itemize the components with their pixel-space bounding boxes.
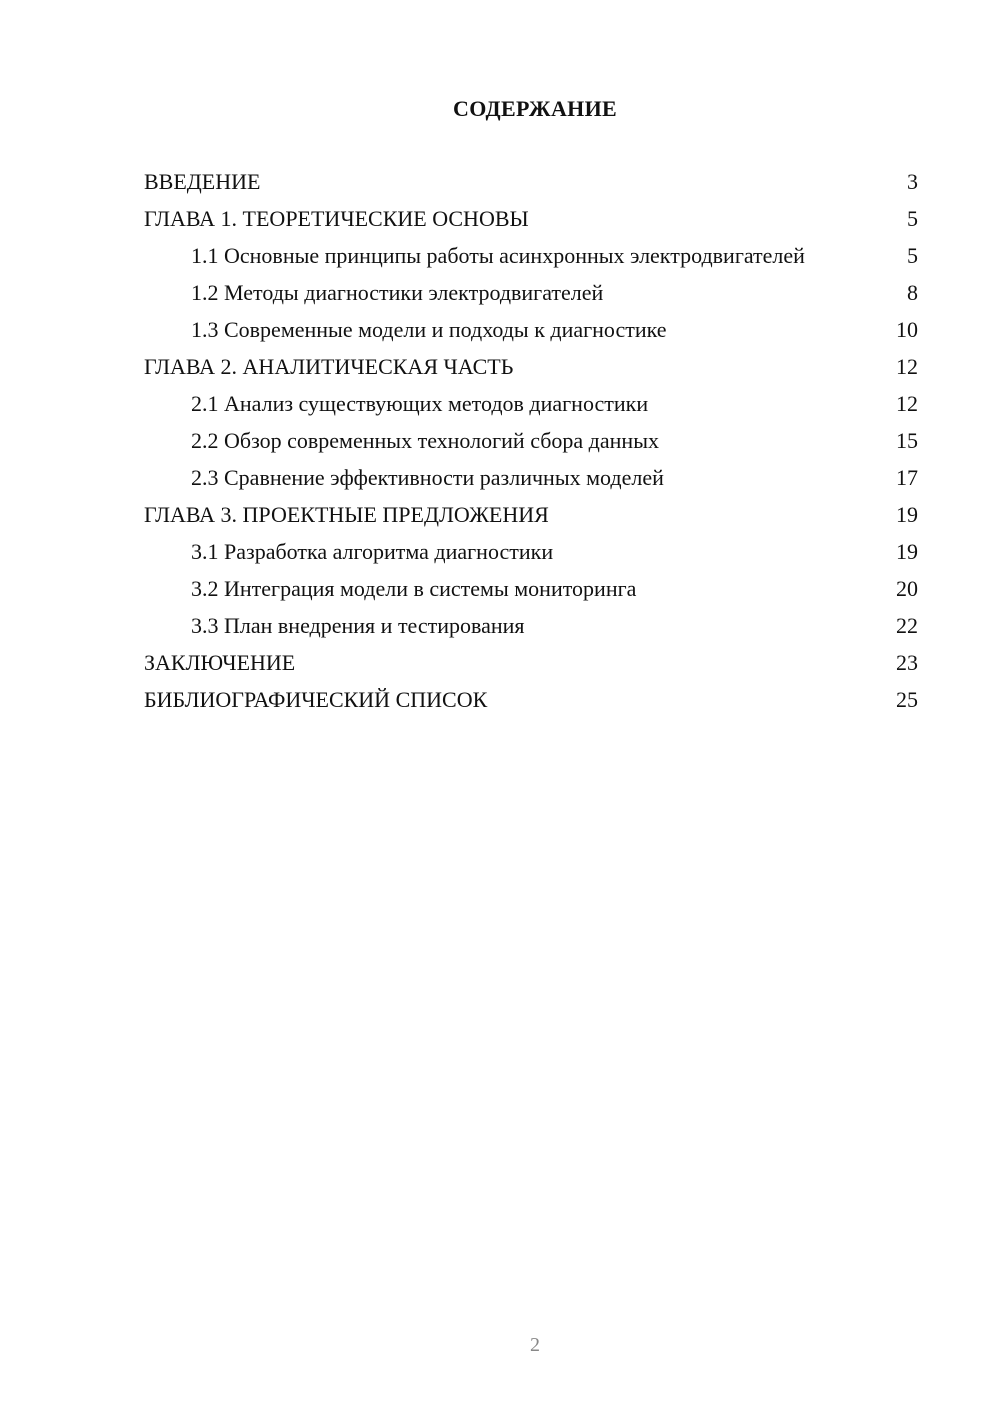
toc-entry-page: 22 bbox=[896, 613, 918, 638]
toc-entry-page: 3 bbox=[907, 169, 918, 194]
toc-entry-page: 15 bbox=[896, 428, 918, 453]
toc-entry-page: 10 bbox=[896, 317, 918, 342]
toc-entry-label: ГЛАВА 1. ТЕОРЕТИЧЕСКИЕ ОСНОВЫ bbox=[144, 206, 529, 231]
toc-entry-page: 20 bbox=[896, 576, 918, 601]
toc-entry-label: ГЛАВА 3. ПРОЕКТНЫЕ ПРЕДЛОЖЕНИЯ bbox=[144, 502, 549, 527]
toc-entry-page: 5 bbox=[907, 243, 918, 268]
toc-entry-label: 2.2 Обзор современных технологий сбора данных bbox=[191, 428, 659, 453]
toc-entry-label: 2.1 Анализ существующих методов диагностики bbox=[191, 391, 649, 416]
toc-entry-section-1-3 bbox=[144, 316, 918, 343]
toc-title: СОДЕРЖАНИЕ bbox=[453, 96, 617, 121]
toc-entry-section-2-3 bbox=[144, 464, 918, 491]
table-of-contents bbox=[144, 168, 918, 723]
toc-entry-conclusion bbox=[144, 649, 918, 676]
toc-entry-label: ЗАКЛЮЧЕНИЕ bbox=[144, 650, 296, 675]
toc-entry-section-3-1 bbox=[144, 538, 918, 565]
toc-entry-chapter-1 bbox=[144, 205, 918, 232]
toc-entry-label: 3.1 Разработка алгоритма диагностики bbox=[191, 539, 554, 564]
toc-entry-label: 1.1 Основные принципы работы асинхронных электродвигателей bbox=[191, 243, 805, 268]
toc-entry-section-3-3 bbox=[144, 612, 918, 639]
toc-entry-label: 3.3 План внедрения и тестирования bbox=[191, 613, 525, 638]
toc-entry-label: ВВЕДЕНИЕ bbox=[144, 169, 261, 194]
toc-entry-section-1-1 bbox=[144, 242, 918, 269]
toc-entry-chapter-3 bbox=[144, 501, 918, 528]
toc-entry-section-2-2 bbox=[144, 427, 918, 454]
toc-entry-chapter-2 bbox=[144, 353, 918, 380]
toc-entry-page: 8 bbox=[907, 280, 918, 305]
toc-entry-page: 23 bbox=[896, 650, 918, 675]
toc-entry-page: 12 bbox=[896, 354, 918, 379]
toc-entry-bibliography bbox=[144, 686, 918, 713]
toc-entry-label: БИБЛИОГРАФИЧЕСКИЙ СПИСОК bbox=[144, 687, 488, 712]
toc-entry-section-1-2 bbox=[144, 279, 918, 306]
toc-entry-section-3-2 bbox=[144, 575, 918, 602]
toc-entry-page: 12 bbox=[896, 391, 918, 416]
toc-entry-page: 19 bbox=[896, 539, 918, 564]
page-number: 2 bbox=[530, 1334, 540, 1356]
toc-entry-section-2-1 bbox=[144, 390, 918, 417]
toc-entry-label: 1.3 Современные модели и подходы к диагностике bbox=[191, 317, 667, 342]
toc-entry-page: 25 bbox=[896, 687, 918, 712]
toc-entry-label: 1.2 Методы диагностики электродвигателей bbox=[191, 280, 604, 305]
toc-entry-page: 19 bbox=[896, 502, 918, 527]
toc-entry-label: 2.3 Сравнение эффективности различных моделей bbox=[191, 465, 664, 490]
toc-entry-page: 17 bbox=[896, 465, 918, 490]
toc-entry-page: 5 bbox=[907, 206, 918, 231]
toc-entry-introduction bbox=[144, 168, 918, 195]
toc-entry-label: 3.2 Интеграция модели в системы мониторинга bbox=[191, 576, 637, 601]
toc-entry-label: ГЛАВА 2. АНАЛИТИЧЕСКАЯ ЧАСТЬ bbox=[144, 354, 514, 379]
